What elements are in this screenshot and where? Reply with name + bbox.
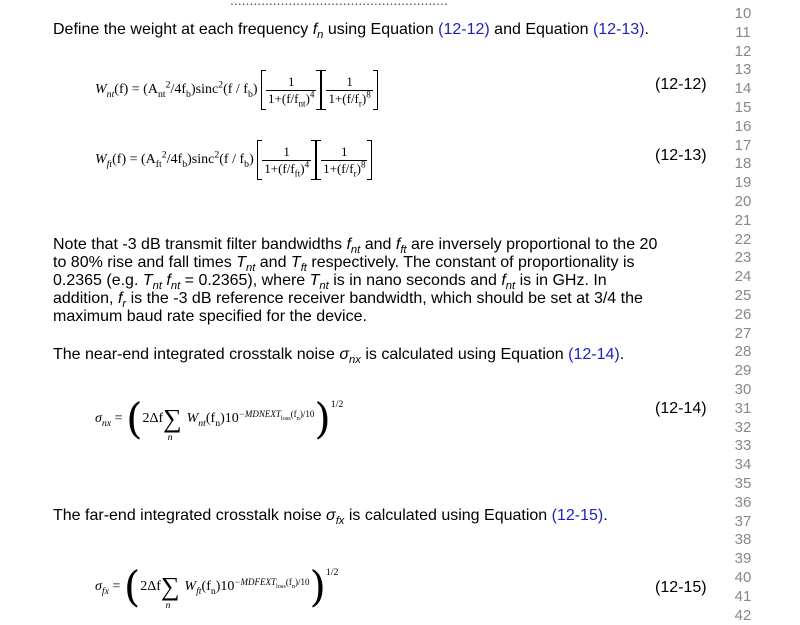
line-number: 13 xyxy=(734,61,752,79)
line-number: 37 xyxy=(734,512,752,530)
line-number: 36 xyxy=(734,493,752,511)
line-number: 18 xyxy=(734,155,752,173)
line-number: 24 xyxy=(734,268,752,286)
equation-number-12-14: (12-14) xyxy=(655,400,707,417)
line-number: 38 xyxy=(734,531,752,549)
paragraph-far-end-noise: The far-end integrated crosstalk noise $\sigma_{fx}$ is calculated using Equation (12-15). xyxy=(53,507,608,528)
line-number: 42 xyxy=(734,606,752,624)
line-number: 26 xyxy=(734,305,752,323)
line-number: 35 xyxy=(734,475,752,492)
line-number: 19 xyxy=(734,174,752,192)
paragraph-bandwidth-note: Note that -3 dB transmit filter bandwidths $f_{nt}$ and $f_{ft}$ are inversely proportional to the 20 to 80% rise and fall times $T_{nt}$ and $T_{ft}$ respectively. The constant of proportionality is 0.2365 (e.g. $T_{nt}$ $f_{nt} = 0.2365$), where $T_{nt}$ is in nano seconds and $f_{nt}$ is in GHz. In addition, $f_r$ is the -3 dB reference receiver bandwidth, which should be set at 3/4 the maximum baud rate specified for the device. xyxy=(53,236,658,325)
line-number: 21 xyxy=(734,211,752,229)
line-number: 11 xyxy=(735,23,751,41)
line-number: 14 xyxy=(734,80,752,98)
line-number: 29 xyxy=(734,362,752,380)
line-number: 32 xyxy=(734,418,752,436)
line-number: 15 xyxy=(734,99,752,116)
line-number: 31 xyxy=(734,399,752,417)
equation-12-13: $W_{ft}(f) = (A_{ft}^2/4f_b)\sin c^2(f / f_b)$ $\frac{1}{1+(f/f_{ft})^4}$ $\frac{1}{1+(f/f_r)^8}$ xyxy=(95,140,372,180)
equation-number-12-15: (12-15) xyxy=(655,579,707,596)
line-number: 25 xyxy=(734,287,752,304)
line-number: 22 xyxy=(734,230,752,248)
line-number: 10 xyxy=(734,5,752,22)
equation-number-12-13: (12-13) xyxy=(655,147,707,164)
link-eq-12-12[interactable]: (12-12) xyxy=(438,21,490,38)
line-number: 17 xyxy=(734,136,752,154)
line-number: 16 xyxy=(734,117,752,135)
link-eq-12-13[interactable]: (12-13) xyxy=(592,21,645,38)
line-number: 12 xyxy=(734,42,752,60)
line-number: 27 xyxy=(734,324,752,342)
paragraph-define-weight: Define the weight at each frequency $f_n$ using Equation (12-12) and Equation (12-13). xyxy=(53,21,649,42)
line-number: 20 xyxy=(734,193,752,210)
line-number: 23 xyxy=(734,249,752,267)
equation-number-12-12: (12-12) xyxy=(655,76,707,93)
link-eq-12-14[interactable]: (12-14) xyxy=(568,346,620,363)
line-number: 34 xyxy=(734,456,752,474)
top-cutoff-text: ........................................................ xyxy=(230,0,448,8)
line-number: 28 xyxy=(734,343,752,361)
line-number: 41 xyxy=(734,587,752,605)
link-eq-12-15[interactable]: (12-15) xyxy=(551,507,604,524)
equation-12-15: $\sigma_{fx} = (2\Delta f\sum_nW_{ft}(f_n)10^{-MDFEXT_{loss}(f_n)/10})^{1/2}$ xyxy=(95,562,339,612)
line-number: 30 xyxy=(734,381,752,398)
equation-12-14: $\sigma_{nx} = (2\Delta f\sum_nW_{nt}(f_n)10^{-MDNEXT_{loss}(f_n)/10})^{1/2}$ xyxy=(95,394,344,444)
line-number: 40 xyxy=(734,569,752,586)
paragraph-near-end-noise: The near-end integrated crosstalk noise $\sigma_{nx}$ is calculated using Equation (12-14). xyxy=(53,346,625,367)
equation-12-12: $W_{nt}(f) = (A_{nt}^2/4f_b)\sin c^2(f / f_b)$ $\frac{1}{1+(f/f_{nt})^4}$ $\frac{1}{1+(f/f_r)^8}$ xyxy=(95,70,378,110)
line-number: 39 xyxy=(734,550,752,568)
line-number: 33 xyxy=(734,437,752,455)
